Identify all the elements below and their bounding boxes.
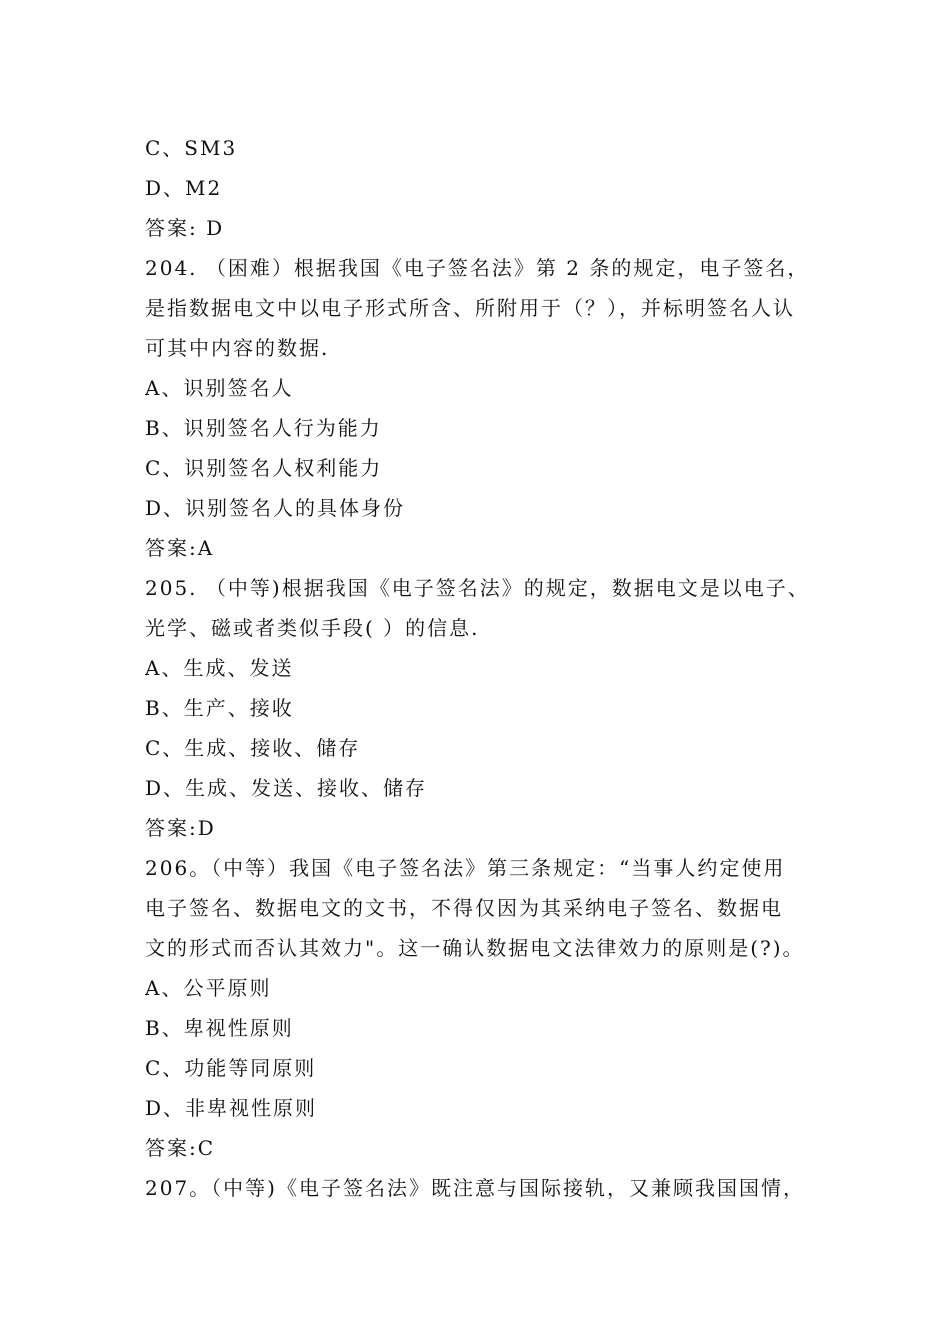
question-204-line-1: 204. （困难）根据我国《电子签名法》第 2 条的规定，电子签名， — [145, 256, 810, 280]
question-204-option-a: A、识别签名人 — [145, 376, 294, 400]
question-205-option-a: A、生成、发送 — [145, 656, 294, 680]
question-text-block — [145, 130, 835, 1210]
question-206-option-a: A、公平原则 — [145, 976, 272, 1000]
question-205-option-c: C、生成、接收、储存 — [145, 736, 361, 760]
question-206-option-c: C、功能等同原则 — [145, 1056, 317, 1080]
question-204-line-3: 可其中内容的数据. — [145, 336, 330, 360]
answer-203: 答案: D — [145, 216, 225, 240]
question-204-option-b: B、识别签名人行为能力 — [145, 416, 382, 440]
question-207-line-1: 207。（中等)《电子签名法》既注意与国际接轨，又兼顾我国国情， — [145, 1176, 805, 1200]
answer-205: 答案:D — [145, 816, 216, 840]
question-204-option-d: D、识别签名人的具体身份 — [145, 496, 406, 520]
answer-204: 答案:A — [145, 536, 215, 560]
question-206-line-1: 206。（中等）我国《电子签名法》第三条规定：“当事人约定使用 — [145, 856, 786, 880]
question-206-option-d: D、非卑视性原则 — [145, 1096, 318, 1120]
question-206-option-b: B、卑视性原则 — [145, 1016, 294, 1040]
question-204-line-2: 是指数据电文中以电子形式所含、所附用于（？），并标明签名人认 — [145, 296, 795, 320]
option-c-sm3: C、SM3 — [145, 136, 238, 160]
question-205-option-d: D、生成、发送、接收、储存 — [145, 776, 428, 800]
question-205-line-2: 光学、磁或者类似手段( ）的信息. — [145, 616, 480, 640]
question-205-option-b: B、生产、接收 — [145, 696, 294, 720]
question-204-option-c: C、识别签名人权利能力 — [145, 456, 383, 480]
question-206-line-3: 文的形式而否认其效力"。这一确认数据电文法律效力的原则是(?)。 — [145, 936, 805, 960]
option-d-m2: D、M2 — [145, 176, 223, 200]
question-206-line-2: 电子签名、数据电文的文书，不得仅因为其采纳电子签名、数据电 — [145, 896, 783, 920]
answer-206: 答案:C — [145, 1136, 216, 1160]
question-205-line-1: 205. （中等)根据我国《电子签名法》的规定，数据电文是以电子、 — [145, 576, 810, 600]
